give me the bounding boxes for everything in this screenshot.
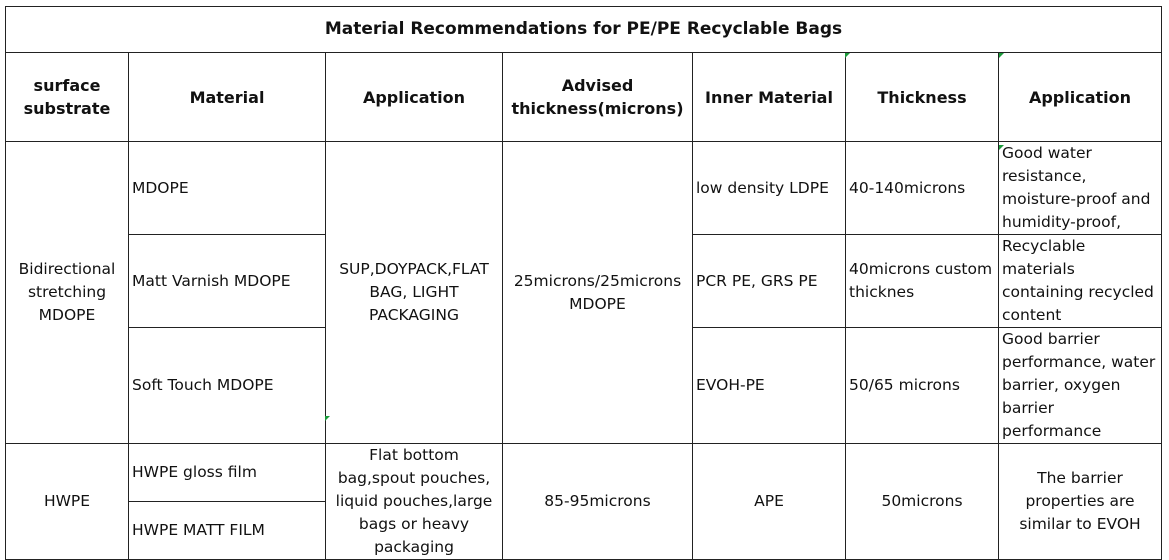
cell-thickness[interactable]: 40microns custom thicknes <box>846 235 999 328</box>
cell-application-hwpe[interactable]: Flat bottom bag,spout pouches, liquid pouches,large bags or heavy packaging <box>326 444 503 560</box>
recommendation-table-wrapper <box>5 6 1162 560</box>
header-inner-application[interactable]: Application <box>999 53 1162 142</box>
cell-thickness-hwpe[interactable]: 50microns <box>846 444 999 560</box>
cell-advised-thickness-hwpe[interactable]: 85-95microns <box>503 444 693 560</box>
cell-material[interactable]: MDOPE <box>129 142 326 235</box>
header-thickness[interactable]: Thickness <box>846 53 999 142</box>
cell-material[interactable]: HWPE MATT FILM <box>129 502 326 560</box>
header-surface-substrate[interactable]: surface substrate <box>6 53 129 142</box>
header-advised-thickness[interactable]: Advised thickness(microns) <box>503 53 693 142</box>
cell-material[interactable]: Matt Varnish MDOPE <box>129 235 326 328</box>
cell-thickness[interactable]: 40-140microns <box>846 142 999 235</box>
cell-material[interactable]: HWPE gloss film <box>129 444 326 502</box>
cell-inner-application-hwpe[interactable]: The barrier properties are similar to EVOH <box>999 444 1162 560</box>
cell-thickness[interactable]: 50/65 microns <box>846 328 999 444</box>
cell-inner-material[interactable]: EVOH-PE <box>693 328 846 444</box>
cell-note-marker <box>999 53 1004 58</box>
cell-advised-thickness-mdope[interactable]: 25microns/25microns MDOPE <box>503 142 693 444</box>
header-row <box>6 53 1162 142</box>
cell-note-marker <box>325 416 330 421</box>
cell-substrate-mdope[interactable]: Bidirectional stretching MDOPE <box>6 142 129 444</box>
cell-inner-application[interactable]: Good water resistance, moisture-proof and humidity-proof, <box>999 142 1162 235</box>
cell-inner-material-hwpe[interactable]: APE <box>693 444 846 560</box>
cell-substrate-hwpe[interactable]: HWPE <box>6 444 129 560</box>
cell-note-marker <box>845 53 850 58</box>
table-row <box>6 142 1162 235</box>
table-title[interactable]: Material Recommendations for PE/PE Recyclable Bags <box>6 7 1162 53</box>
recommendation-table <box>5 6 1162 560</box>
cell-note-marker <box>999 145 1004 150</box>
header-material[interactable]: Material <box>129 53 326 142</box>
cell-inner-material[interactable]: PCR PE, GRS PE <box>693 235 846 328</box>
cell-application-mdope[interactable]: SUP,DOYPACK,FLAT BAG, LIGHT PACKAGING <box>326 142 503 444</box>
cell-material[interactable]: Soft Touch MDOPE <box>129 328 326 444</box>
cell-inner-application[interactable]: Recyclable materials containing recycled content <box>999 235 1162 328</box>
cell-inner-application[interactable]: Good barrier performance, water barrier, oxygen barrier performance <box>999 328 1162 444</box>
header-application[interactable]: Application <box>326 53 503 142</box>
table-row <box>6 444 1162 502</box>
cell-inner-material[interactable]: low density LDPE <box>693 142 846 235</box>
header-inner-material[interactable]: Inner Material <box>693 53 846 142</box>
